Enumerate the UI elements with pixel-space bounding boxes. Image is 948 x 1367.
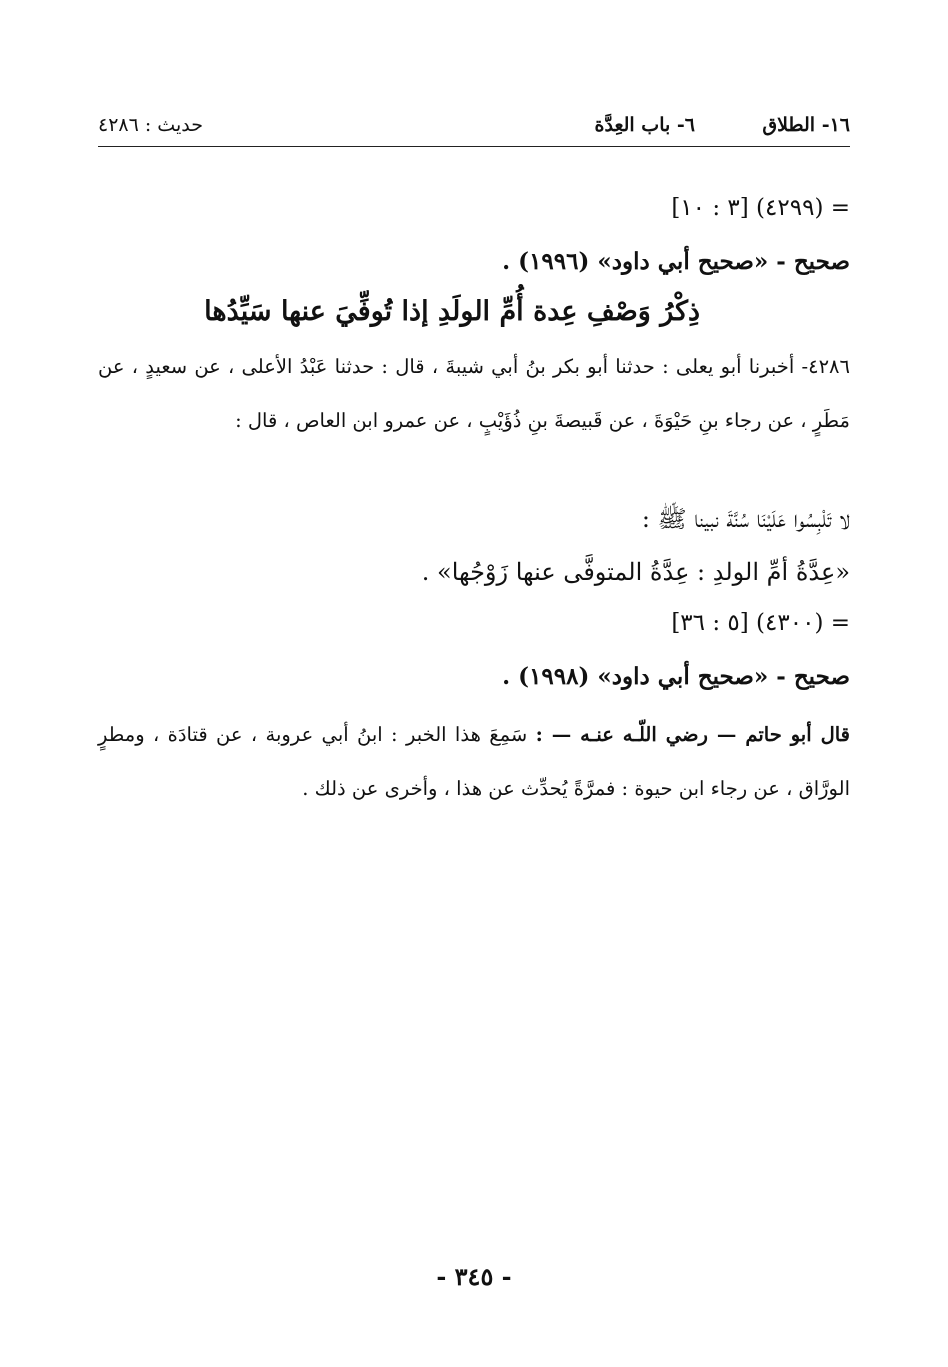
- cross-reference-1: = (٤٢٩٩) [٣ : ١٠]: [671, 195, 850, 221]
- isnad-paragraph: ٤٢٨٦- أخبرنا أبو يعلى : حدثنا أبو بكر بنُ أبي شيبةَ ، قال : حدثنا عَبْدُ الأعلى ، عن سعيدٍ ، عن مَطَرٍ ، عن رجاء بنِ حَيْوَةَ ، عن قَبيصةَ بنِ ذُؤَيْبٍ ، عن عمرو ابن العاص ، قال :: [98, 355, 850, 432]
- book-title: ١٦- الطلاق: [762, 114, 850, 136]
- grading-2: صحيح - «صحيح أبي داود» (١٩٩٨) .: [502, 663, 850, 690]
- grading-1: صحيح - «صحيح أبي داود» (١٩٩٦) .: [502, 248, 850, 275]
- matn-line-2: «عِدَّةُ أمِّ الولدِ : عِدَّةُ المتوفَّى عنها زَوْجُها» .: [421, 558, 850, 586]
- cross-reference-2: = (٤٣٠٠) [٥ : ٣٦]: [671, 610, 850, 636]
- comment-text: سَمِعَ هذا الخبر : ابنُ أبي عروبة ، عن قتادَة ، ومطرٍ الورَّاق ، عن رجاء ابن حيوة : فمرَّةً يُحدِّث عن هذا ، وأخرى عن ذلك .: [98, 723, 850, 800]
- section-title: ذِكْرُ وَصْفِ عِدة أُمِّ الولَدِ إذا تُوفِّيَ عنها سَيِّدُها: [204, 296, 700, 327]
- running-header: [98, 108, 850, 147]
- matn-line-1: لا تَلْبِسُوا عَلَيْنَا سُنَّةَ نبينا ﷺ :: [641, 505, 850, 533]
- comment-paragraph: [98, 708, 850, 816]
- chapter-title: ٦- باب العِدَّة: [594, 114, 695, 136]
- hadith-reference: حديث : ٤٢٨٦: [98, 114, 203, 136]
- page-number: - ٣٤٥ -: [436, 1262, 512, 1291]
- comment-lead: قال أبو حاتم — رضي اللّـه عنـه — :: [535, 723, 850, 746]
